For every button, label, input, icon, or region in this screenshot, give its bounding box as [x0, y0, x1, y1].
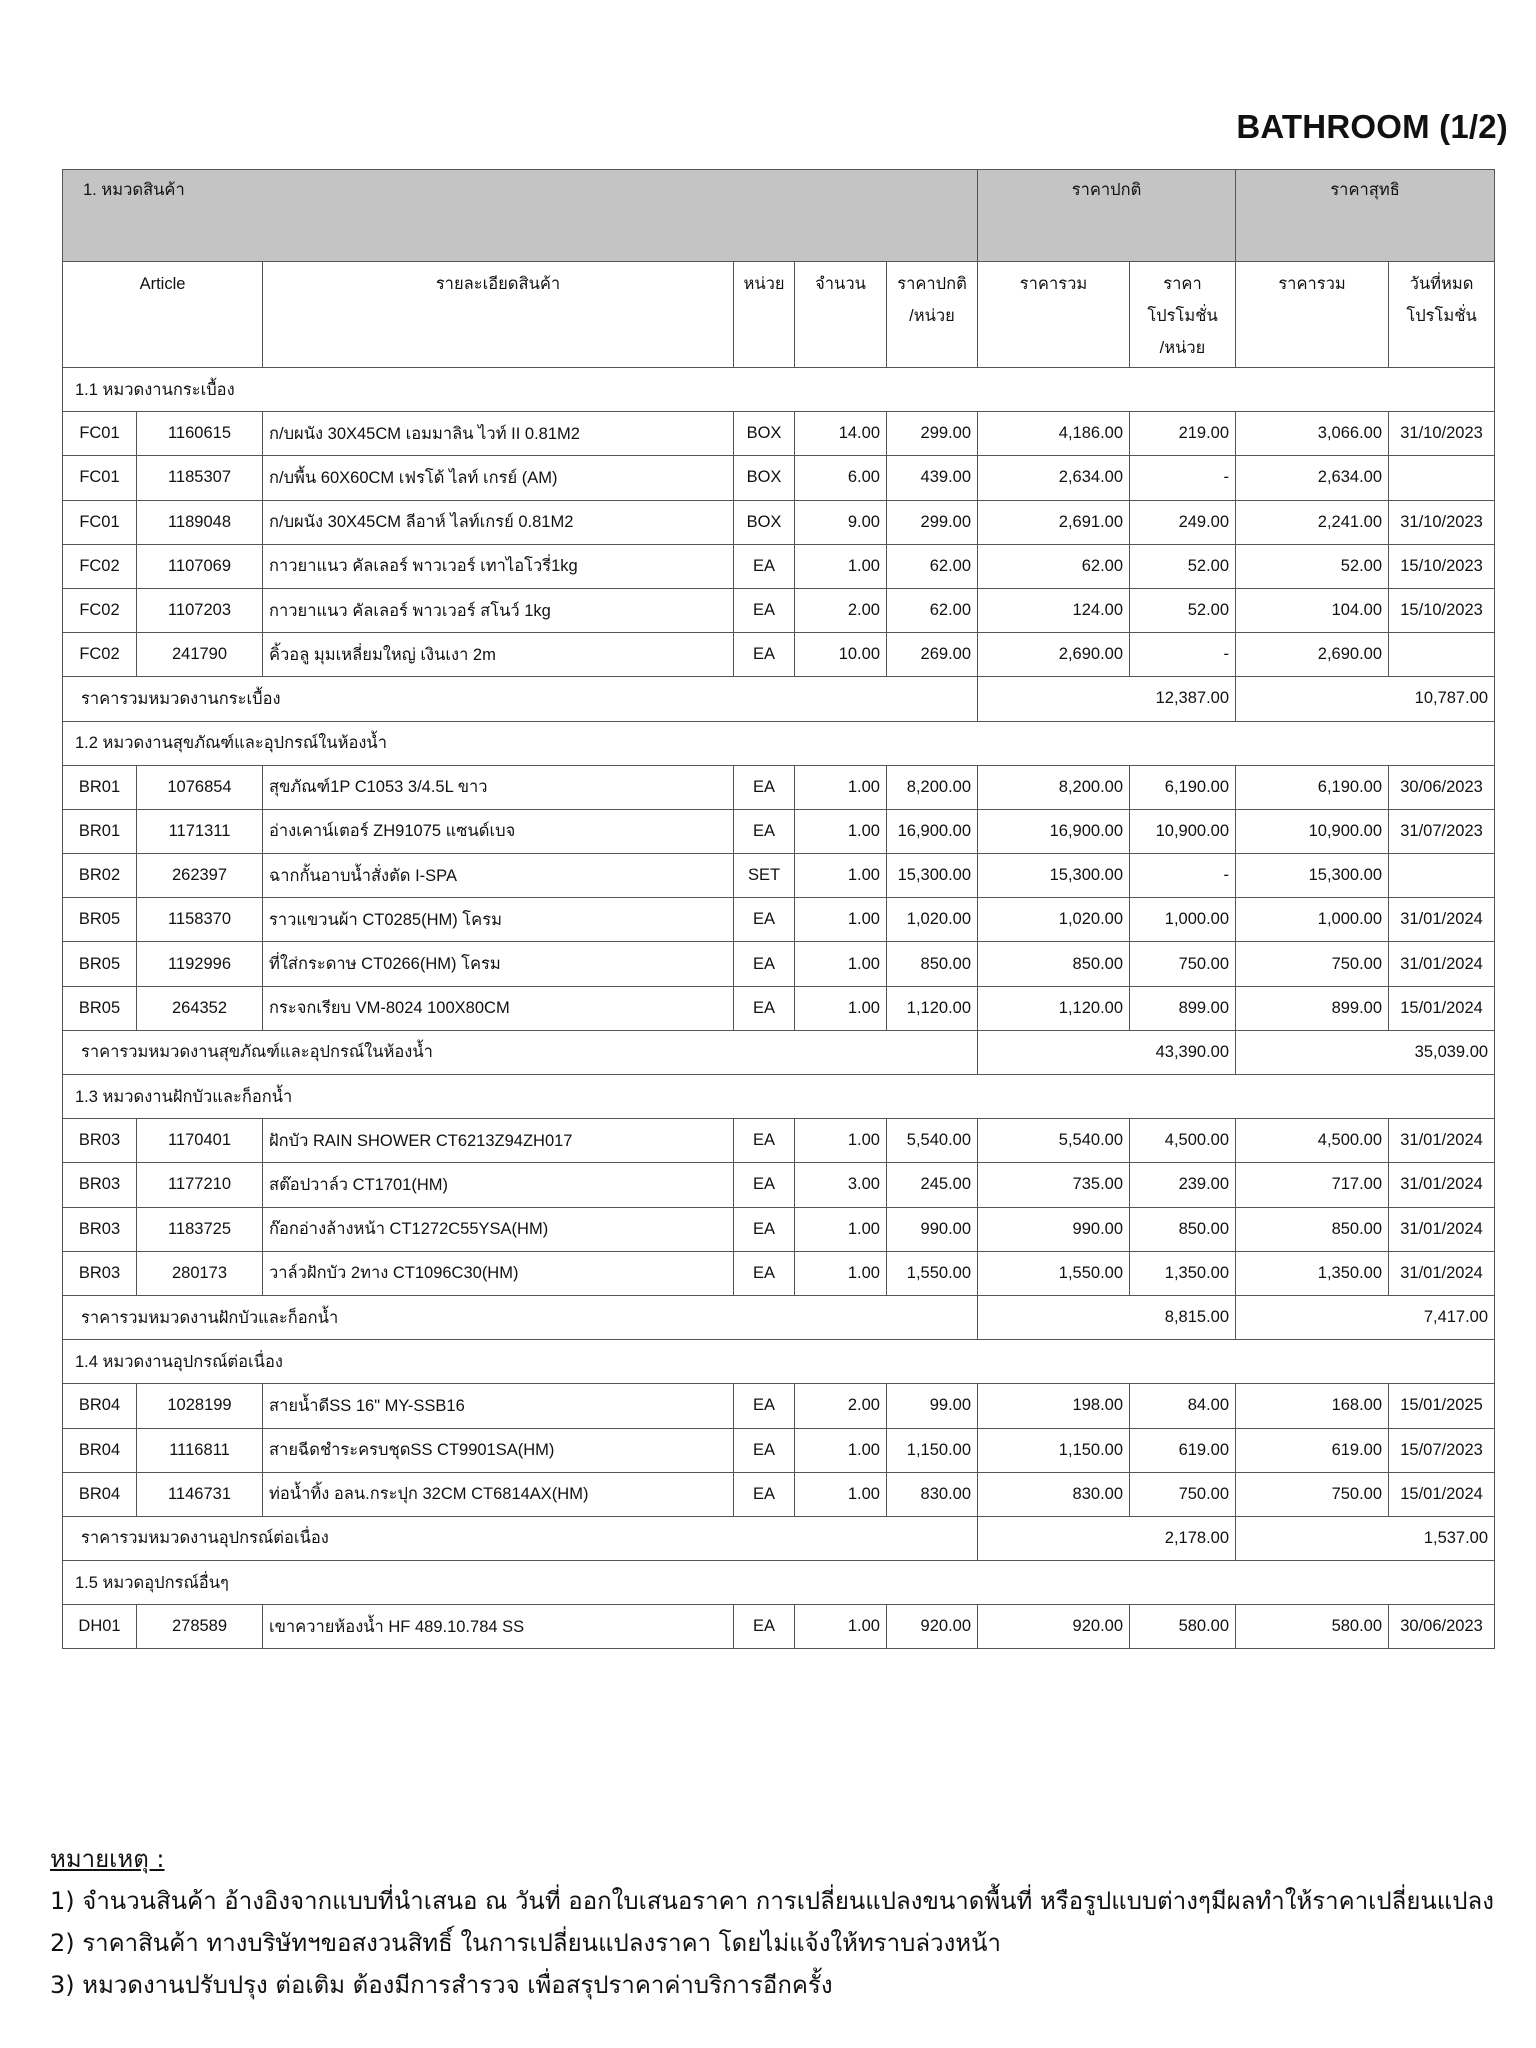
item-promo-end: 15/01/2024: [1389, 986, 1495, 1030]
notes-heading: หมายเหตุ :: [50, 1845, 165, 1873]
item-net-total: 2,690.00: [1236, 633, 1389, 677]
note-item: 1) จำนวนสินค้า อ้างอิงจากแบบที่นำเสนอ ณ วันที่ ออกใบเสนอราคา การเปลี่ยนแปลงขนาดพื้นที่ หรือรูปแบบต่างๆมีผลทำให้ราคาเปลี่ยนแปลง: [50, 1887, 1494, 1915]
item-description: กาวยาแนว คัลเลอร์ พาวเวอร์ สโนว์ 1kg: [263, 588, 734, 632]
item-unit-price: 62.00: [887, 588, 978, 632]
item-code: BR03: [63, 1251, 137, 1295]
table-row: [63, 1384, 1495, 1428]
item-net-total: 1,000.00: [1236, 898, 1389, 942]
table-row: [63, 1207, 1495, 1251]
item-promo-end: 31/01/2024: [1389, 898, 1495, 942]
section-title: 1.5 หมวดอุปกรณ์อื่นๆ: [63, 1561, 1495, 1605]
item-total: 990.00: [978, 1207, 1130, 1251]
col-promo-end: วันที่หมด โปรโมชั่น: [1389, 262, 1495, 368]
item-qty: 1.00: [795, 1428, 887, 1472]
table-row: [63, 588, 1495, 632]
item-total: 2,691.00: [978, 500, 1130, 544]
subtotal-row: [63, 1516, 1495, 1560]
item-code: FC02: [63, 588, 137, 632]
item-qty: 1.00: [795, 898, 887, 942]
item-description: เขาควายห้องน้ำ HF 489.10.784 SS: [263, 1605, 734, 1649]
item-article: 1076854: [137, 765, 263, 809]
item-net-total: 168.00: [1236, 1384, 1389, 1428]
quotation-table: [62, 169, 1495, 1649]
subtotal-label: ราคารวมหมวดงานฝักบัวและก็อกน้ำ: [63, 1295, 978, 1339]
item-article: 1183725: [137, 1207, 263, 1251]
item-qty: 2.00: [795, 1384, 887, 1428]
item-description: ฉากกั้นอาบน้ำสั่งตัด I-SPA: [263, 854, 734, 898]
item-article: 1192996: [137, 942, 263, 986]
net-subtotal-value: 35,039.00: [1236, 1030, 1495, 1074]
item-qty: 1.00: [795, 1119, 887, 1163]
item-qty: 1.00: [795, 809, 887, 853]
item-code: BR01: [63, 765, 137, 809]
item-promo-end: 31/10/2023: [1389, 500, 1495, 544]
item-unit: EA: [734, 809, 795, 853]
section-header-row: [63, 1561, 1495, 1605]
col-description: รายละเอียดสินค้า: [263, 262, 734, 368]
item-unit: EA: [734, 1384, 795, 1428]
item-promo-price: 750.00: [1130, 942, 1236, 986]
item-qty: 3.00: [795, 1163, 887, 1207]
item-description: อ่างเคาน์เตอร์ ZH91075 แซนด์เบจ: [263, 809, 734, 853]
item-qty: 9.00: [795, 500, 887, 544]
item-unit-price: 920.00: [887, 1605, 978, 1649]
section-title: 1.3 หมวดงานฝักบัวและก็อกน้ำ: [63, 1075, 1495, 1119]
item-article: 1146731: [137, 1472, 263, 1516]
item-article: 280173: [137, 1251, 263, 1295]
item-description: ก/บพื้น 60X60CM เฟรโด้ ไลท์ เกรย์ (AM): [263, 456, 734, 500]
item-description: ก/บผนัง 30X45CM ลีอาห์ ไลท์เกรย์ 0.81M2: [263, 500, 734, 544]
regular-price-group-header: ราคาปกติ: [978, 170, 1236, 262]
item-promo-end: 15/07/2023: [1389, 1428, 1495, 1472]
item-total: 1,550.00: [978, 1251, 1130, 1295]
item-unit-price: 16,900.00: [887, 809, 978, 853]
item-promo-price: 580.00: [1130, 1605, 1236, 1649]
item-description: กาวยาแนว คัลเลอร์ พาวเวอร์ เทาไอโวรี่1kg: [263, 544, 734, 588]
item-description: สุขภัณฑ์1P C1053 3/4.5L ขาว: [263, 765, 734, 809]
item-article: 1028199: [137, 1384, 263, 1428]
subtotal-row: [63, 677, 1495, 721]
item-article: 1116811: [137, 1428, 263, 1472]
item-unit-price: 5,540.00: [887, 1119, 978, 1163]
section-header-row: [63, 368, 1495, 412]
item-unit-price: 1,020.00: [887, 898, 978, 942]
item-promo-end: 31/01/2024: [1389, 1119, 1495, 1163]
item-unit-price: 990.00: [887, 1207, 978, 1251]
column-header-row: [63, 262, 1495, 368]
item-description: สต๊อปวาล์ว CT1701(HM): [263, 1163, 734, 1207]
item-unit-price: 99.00: [887, 1384, 978, 1428]
col-qty: จำนวน: [795, 262, 887, 368]
item-total: 124.00: [978, 588, 1130, 632]
item-net-total: 52.00: [1236, 544, 1389, 588]
item-promo-price: 619.00: [1130, 1428, 1236, 1472]
item-unit-price: 830.00: [887, 1472, 978, 1516]
item-unit: BOX: [734, 456, 795, 500]
item-promo-price: 6,190.00: [1130, 765, 1236, 809]
item-total: 1,150.00: [978, 1428, 1130, 1472]
item-code: BR03: [63, 1207, 137, 1251]
item-promo-price: 249.00: [1130, 500, 1236, 544]
item-code: FC01: [63, 456, 137, 500]
item-article: 278589: [137, 1605, 263, 1649]
item-total: 735.00: [978, 1163, 1130, 1207]
item-promo-price: 750.00: [1130, 1472, 1236, 1516]
item-total: 830.00: [978, 1472, 1130, 1516]
item-promo-price: 899.00: [1130, 986, 1236, 1030]
item-unit: BOX: [734, 500, 795, 544]
item-unit-price: 299.00: [887, 412, 978, 456]
item-promo-end: 31/01/2024: [1389, 1163, 1495, 1207]
item-description: ราวแขวนผ้า CT0285(HM) โครม: [263, 898, 734, 942]
item-net-total: 750.00: [1236, 942, 1389, 986]
item-description: ก๊อกอ่างล้างหน้า CT1272C55YSA(HM): [263, 1207, 734, 1251]
net-price-group-header: ราคาสุทธิ: [1236, 170, 1495, 262]
item-qty: 1.00: [795, 942, 887, 986]
item-promo-end: 15/01/2024: [1389, 1472, 1495, 1516]
item-promo-price: 1,000.00: [1130, 898, 1236, 942]
item-unit-price: 269.00: [887, 633, 978, 677]
item-unit: EA: [734, 1119, 795, 1163]
item-net-total: 1,350.00: [1236, 1251, 1389, 1295]
item-net-total: 717.00: [1236, 1163, 1389, 1207]
header-group-row: [63, 170, 1495, 262]
item-qty: 6.00: [795, 456, 887, 500]
item-qty: 1.00: [795, 1207, 887, 1251]
item-net-total: 4,500.00: [1236, 1119, 1389, 1163]
item-net-total: 104.00: [1236, 588, 1389, 632]
section-title: 1.1 หมวดงานกระเบื้อง: [63, 368, 1495, 412]
item-promo-price: 84.00: [1130, 1384, 1236, 1428]
item-unit: EA: [734, 1428, 795, 1472]
item-qty: 1.00: [795, 1251, 887, 1295]
item-article: 264352: [137, 986, 263, 1030]
item-description: สายน้ำดีSS 16" MY-SSB16: [263, 1384, 734, 1428]
table-row: [63, 1428, 1495, 1472]
item-unit: EA: [734, 986, 795, 1030]
table-row: [63, 1163, 1495, 1207]
item-qty: 1.00: [795, 986, 887, 1030]
table-row: [63, 1472, 1495, 1516]
item-code: BR04: [63, 1472, 137, 1516]
item-promo-price: 10,900.00: [1130, 809, 1236, 853]
item-promo-price: 52.00: [1130, 544, 1236, 588]
item-total: 850.00: [978, 942, 1130, 986]
item-qty: 1.00: [795, 1605, 887, 1649]
item-code: BR05: [63, 986, 137, 1030]
item-article: 1170401: [137, 1119, 263, 1163]
item-article: 1158370: [137, 898, 263, 942]
item-code: FC02: [63, 633, 137, 677]
table-row: [63, 500, 1495, 544]
table-row: [63, 1251, 1495, 1295]
item-qty: 1.00: [795, 544, 887, 588]
item-promo-price: 1,350.00: [1130, 1251, 1236, 1295]
item-unit-price: 1,550.00: [887, 1251, 978, 1295]
item-net-total: 10,900.00: [1236, 809, 1389, 853]
item-promo-price: -: [1130, 633, 1236, 677]
table-row: [63, 1605, 1495, 1649]
item-article: 1185307: [137, 456, 263, 500]
subtotal-value: 43,390.00: [978, 1030, 1236, 1074]
subtotal-label: ราคารวมหมวดงานอุปกรณ์ต่อเนื่อง: [63, 1516, 978, 1560]
item-net-total: 6,190.00: [1236, 765, 1389, 809]
col-unit: หน่วย: [734, 262, 795, 368]
table-row: [63, 765, 1495, 809]
item-code: DH01: [63, 1605, 137, 1649]
col-article: Article: [63, 262, 263, 368]
item-net-total: 2,241.00: [1236, 500, 1389, 544]
item-total: 15,300.00: [978, 854, 1130, 898]
item-unit: SET: [734, 854, 795, 898]
item-promo-end: 31/01/2024: [1389, 1207, 1495, 1251]
item-net-total: 619.00: [1236, 1428, 1389, 1472]
item-net-total: 15,300.00: [1236, 854, 1389, 898]
item-total: 16,900.00: [978, 809, 1130, 853]
item-qty: 1.00: [795, 1472, 887, 1516]
subtotal-row: [63, 1295, 1495, 1339]
item-total: 2,634.00: [978, 456, 1130, 500]
item-total: 8,200.00: [978, 765, 1130, 809]
item-article: 1107203: [137, 588, 263, 632]
notes: [50, 1838, 1494, 2006]
item-unit: EA: [734, 1605, 795, 1649]
item-promo-price: 239.00: [1130, 1163, 1236, 1207]
item-promo-price: -: [1130, 854, 1236, 898]
item-unit: EA: [734, 1163, 795, 1207]
item-description: ฝักบัว RAIN SHOWER CT6213Z94ZH017: [263, 1119, 734, 1163]
item-code: BR03: [63, 1119, 137, 1163]
item-total: 1,020.00: [978, 898, 1130, 942]
subtotal-label: ราคารวมหมวดงานสุขภัณฑ์และอุปกรณ์ในห้องน้ำ: [63, 1030, 978, 1074]
table-row: [63, 942, 1495, 986]
item-qty: 1.00: [795, 765, 887, 809]
item-net-total: 3,066.00: [1236, 412, 1389, 456]
item-code: BR04: [63, 1428, 137, 1472]
note-item: 3) หมวดงานปรับปรุง ต่อเติม ต้องมีการสำรวจ เพื่อสรุปราคาค่าบริการอีกครั้ง: [50, 1971, 833, 1999]
section-header-row: [63, 1075, 1495, 1119]
item-total: 62.00: [978, 544, 1130, 588]
item-unit-price: 439.00: [887, 456, 978, 500]
item-article: 262397: [137, 854, 263, 898]
item-unit-price: 1,120.00: [887, 986, 978, 1030]
item-promo-price: 52.00: [1130, 588, 1236, 632]
item-description: ก/บผนัง 30X45CM เอมมาลิน ไวท์ II 0.81M2: [263, 412, 734, 456]
item-code: BR05: [63, 942, 137, 986]
item-unit: BOX: [734, 412, 795, 456]
item-qty: 10.00: [795, 633, 887, 677]
item-unit: EA: [734, 898, 795, 942]
item-description: กระจกเรียบ VM-8024 100X80CM: [263, 986, 734, 1030]
subtotal-row: [63, 1030, 1495, 1074]
item-unit: EA: [734, 765, 795, 809]
table-row: [63, 1119, 1495, 1163]
net-subtotal-value: 1,537.00: [1236, 1516, 1495, 1560]
item-total: 2,690.00: [978, 633, 1130, 677]
item-promo-end: 31/10/2023: [1389, 412, 1495, 456]
item-total: 920.00: [978, 1605, 1130, 1649]
item-unit-price: 1,150.00: [887, 1428, 978, 1472]
item-net-total: 580.00: [1236, 1605, 1389, 1649]
item-total: 1,120.00: [978, 986, 1130, 1030]
table-row: [63, 456, 1495, 500]
item-code: BR01: [63, 809, 137, 853]
category-header: 1. หมวดสินค้า: [63, 170, 978, 262]
item-unit: EA: [734, 942, 795, 986]
item-promo-end: 15/01/2025: [1389, 1384, 1495, 1428]
item-promo-end: [1389, 456, 1495, 500]
item-description: ที่ใส่กระดาษ CT0266(HM) โครม: [263, 942, 734, 986]
item-promo-end: [1389, 633, 1495, 677]
table-row: [63, 898, 1495, 942]
item-qty: 2.00: [795, 588, 887, 632]
item-promo-end: 30/06/2023: [1389, 765, 1495, 809]
item-unit: EA: [734, 1207, 795, 1251]
subtotal-value: 2,178.00: [978, 1516, 1236, 1560]
item-qty: 14.00: [795, 412, 887, 456]
col-unit-price: ราคาปกติ /หน่วย: [887, 262, 978, 368]
subtotal-value: 8,815.00: [978, 1295, 1236, 1339]
item-promo-price: 850.00: [1130, 1207, 1236, 1251]
item-description: ท่อน้ำทิ้ง อลน.กระปุก 32CM CT6814AX(HM): [263, 1472, 734, 1516]
item-code: FC01: [63, 500, 137, 544]
item-promo-price: -: [1130, 456, 1236, 500]
subtotal-label: ราคารวมหมวดงานกระเบื้อง: [63, 677, 978, 721]
net-subtotal-value: 7,417.00: [1236, 1295, 1495, 1339]
item-net-total: 750.00: [1236, 1472, 1389, 1516]
item-net-total: 850.00: [1236, 1207, 1389, 1251]
table-row: [63, 412, 1495, 456]
item-unit: EA: [734, 588, 795, 632]
table-row: [63, 854, 1495, 898]
item-net-total: 2,634.00: [1236, 456, 1389, 500]
section-title: 1.4 หมวดงานอุปกรณ์ต่อเนื่อง: [63, 1340, 1495, 1384]
item-description: คิ้วอลู มุมเหลี่ยมใหญ่ เงินเงา 2m: [263, 633, 734, 677]
net-subtotal-value: 10,787.00: [1236, 677, 1495, 721]
item-unit-price: 850.00: [887, 942, 978, 986]
col-promo-price: ราคา โปรโมชั่น /หน่วย: [1130, 262, 1236, 368]
item-promo-end: 31/01/2024: [1389, 1251, 1495, 1295]
item-unit-price: 299.00: [887, 500, 978, 544]
table-row: [63, 986, 1495, 1030]
item-article: 1189048: [137, 500, 263, 544]
item-promo-end: 15/10/2023: [1389, 588, 1495, 632]
item-promo-end: 30/06/2023: [1389, 1605, 1495, 1649]
subtotal-value: 12,387.00: [978, 677, 1236, 721]
table-row: [63, 809, 1495, 853]
section-header-row: [63, 1340, 1495, 1384]
table-row: [63, 544, 1495, 588]
item-promo-end: 15/10/2023: [1389, 544, 1495, 588]
table-row: [63, 633, 1495, 677]
item-article: 1160615: [137, 412, 263, 456]
note-item: 2) ราคาสินค้า ทางบริษัทฯขอสงวนสิทธิ์ ในการเปลี่ยนแปลงราคา โดยไม่แจ้งให้ทราบล่วงหน้า: [50, 1929, 1001, 1957]
item-unit-price: 8,200.00: [887, 765, 978, 809]
section-header-row: [63, 721, 1495, 765]
item-unit-price: 15,300.00: [887, 854, 978, 898]
col-net-total: ราคารวม: [1236, 262, 1389, 368]
item-article: 241790: [137, 633, 263, 677]
item-unit: EA: [734, 1251, 795, 1295]
item-unit: EA: [734, 633, 795, 677]
item-unit-price: 62.00: [887, 544, 978, 588]
item-description: สายฉีดชำระครบชุดSS CT9901SA(HM): [263, 1428, 734, 1472]
item-code: FC02: [63, 544, 137, 588]
item-unit: EA: [734, 544, 795, 588]
item-promo-end: 31/01/2024: [1389, 942, 1495, 986]
item-promo-end: [1389, 854, 1495, 898]
item-qty: 1.00: [795, 854, 887, 898]
item-code: BR05: [63, 898, 137, 942]
item-unit-price: 245.00: [887, 1163, 978, 1207]
item-total: 5,540.00: [978, 1119, 1130, 1163]
item-code: FC01: [63, 412, 137, 456]
col-total: ราคารวม: [978, 262, 1130, 368]
item-code: BR04: [63, 1384, 137, 1428]
item-code: BR02: [63, 854, 137, 898]
item-article: 1107069: [137, 544, 263, 588]
item-total: 4,186.00: [978, 412, 1130, 456]
item-promo-price: 4,500.00: [1130, 1119, 1236, 1163]
page-title: BATHROOM (1/2): [1236, 108, 1508, 145]
item-total: 198.00: [978, 1384, 1130, 1428]
item-unit: EA: [734, 1472, 795, 1516]
item-net-total: 899.00: [1236, 986, 1389, 1030]
item-promo-end: 31/07/2023: [1389, 809, 1495, 853]
item-description: วาล์วฝักบัว 2ทาง CT1096C30(HM): [263, 1251, 734, 1295]
item-code: BR03: [63, 1163, 137, 1207]
item-article: 1171311: [137, 809, 263, 853]
item-promo-price: 219.00: [1130, 412, 1236, 456]
item-article: 1177210: [137, 1163, 263, 1207]
section-title: 1.2 หมวดงานสุขภัณฑ์และอุปกรณ์ในห้องน้ำ: [63, 721, 1495, 765]
